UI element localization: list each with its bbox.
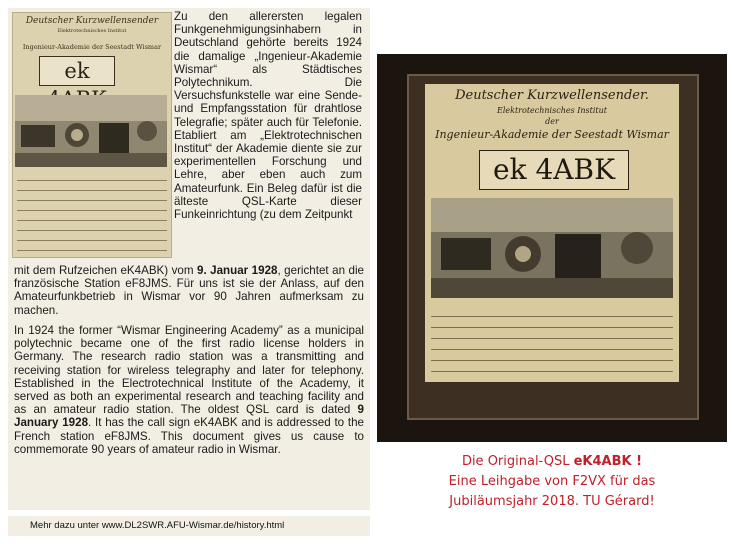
- card-callsign-large: ek 4ABK: [479, 150, 629, 190]
- card-academy: Ingenieur-Akademie der Seestadt Wismar: [435, 128, 669, 141]
- card-institute: Elektrotechnisches Institut: [496, 106, 608, 115]
- german-text-tail: [14, 264, 364, 317]
- card-header-line3: Ingenieur-Akademie der Seestadt Wismar: [22, 43, 162, 51]
- footnote-link-text: Mehr dazu unter www.DL2SWR.AFU-Wismar.de/history.html: [8, 516, 370, 536]
- caption-exclaim: !: [631, 454, 643, 469]
- caption-callsign: eK4ABK: [573, 454, 632, 469]
- article-panel: [8, 8, 370, 510]
- german-tail-part2: , gerichtet an die französische Station eF8JMS. Für uns ist sie der Anlass, auf den Amateurfunkbetrieb in Wismar vor 90 Jahren aufmerksam zu machen.: [14, 264, 364, 317]
- photo-caption: [377, 452, 727, 512]
- english-text: [14, 324, 364, 456]
- caption-line1: [377, 452, 727, 472]
- card-header-line1: Deutscher Kurzwellensender: [25, 16, 159, 26]
- english-part2: . It has the call sign eK4ABK and is addressed to the French station eF8JMS. This document gives us cause to commemorate 90 years of amateur radio in Wismar.: [14, 416, 365, 456]
- caption-line2: Eine Leihgabe von F2VX für das: [448, 474, 656, 489]
- card-header-line2: Elektrotechnisches Institut: [57, 28, 127, 34]
- station-photo-large: [431, 198, 673, 298]
- qsl-card-photo: [377, 54, 727, 442]
- card-form-fields: [17, 171, 167, 258]
- qsl-card: [425, 84, 679, 382]
- english-date: 9 January 1928: [14, 403, 364, 430]
- qsl-card-thumbnail: [12, 12, 172, 258]
- card-der: der: [545, 117, 559, 126]
- card-title: Deutscher Kurzwellensender.: [455, 88, 649, 103]
- german-date: 9. Januar 1928: [197, 264, 278, 277]
- caption-line1-a: Die Original-QSL: [461, 454, 574, 469]
- card-callsign: ek: [39, 56, 115, 86]
- card-form-rows: [431, 306, 673, 382]
- caption-line3: Jubiläumsjahr 2018. TU Gérard!: [449, 494, 655, 509]
- german-text-lead: Zu den allerersten legalen Funkgenehmigungsinhabern in Deutschland gehörte bereits 1924 die damalige „Ingenieur-Akademie Wismar“ als Städtisches Polytechnikum. Die Versuchsfunkstelle war eine Sende- und Empfangsstation für drahtlose Telegrafie; später auch für Telefonie. Etabliert am „Elektrotechnischen Institut“ der Akademie diente sie zur experimentellen Forschung und Lehre, aber eben auch zum Amateurfunk. Ein Beleg dafür ist die älteste QSL-Karte dieser Funkeinrichtung (zu dem Zeitpunkt: [174, 10, 362, 222]
- english-part1: In 1924 the former “Wismar Engineering Academy” as a municipal polytechnic became one of the first radio license holders in Germany. The research radio station was a transmitting and receiving station for wireless telegraphy and later for telephony. Established in the Electrotechnical Institute of the Academy, it served as both an experimental research and teaching facility and as an amateur radio station. The oldest QSL card is dated: [14, 324, 364, 417]
- radio-station-photo: [15, 95, 167, 167]
- german-tail-part1: mit dem Rufzeichen eK4ABK) vom: [14, 264, 198, 277]
